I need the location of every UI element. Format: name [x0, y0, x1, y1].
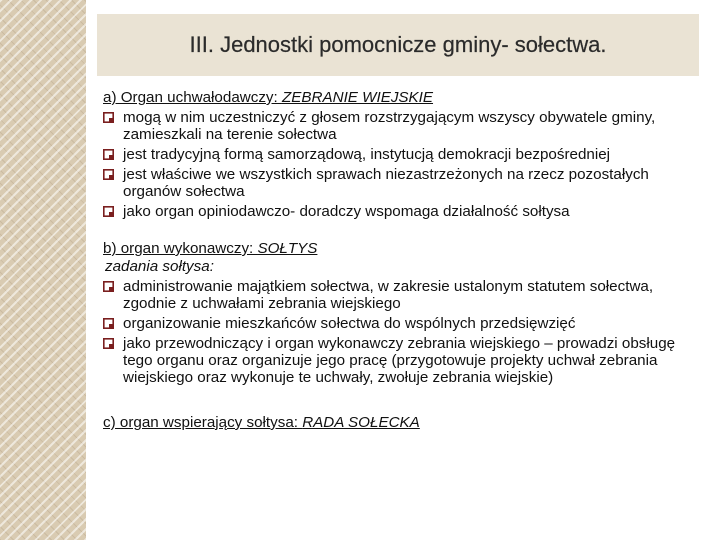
section-b-subheading: zadania sołtysa: — [105, 258, 214, 275]
list-item-text: jako organ opiniodawczo- doradczy wspomaga działalność sołtysa — [123, 203, 570, 220]
decorative-side-strip — [0, 0, 86, 540]
section-a-label: a) Organ uchwałodawczy: — [103, 89, 282, 106]
list-item-text: jako przewodniczący i organ wykonawczy zebrania wiejskiego – prowadzi obsługę tego organu oraz organizuje jego pracę (przygotowuje projekty uchwał zebrania wiejskiego oraz wykonuje te uchwały, zwołuje zebrania wiejskie) — [123, 335, 676, 386]
list-item — [103, 315, 703, 332]
list-item-text: organizowanie mieszkańców sołectwa do wspólnych przedsięwzięć — [123, 315, 576, 332]
checkbox-square-icon — [103, 112, 114, 123]
checkbox-square-icon — [103, 169, 114, 180]
checkbox-square-icon — [103, 206, 114, 217]
section-c-label: c) organ wspierający sołtysa: — [103, 414, 303, 431]
section-b-heading — [103, 240, 703, 257]
section-b-value: SOŁTYS — [257, 240, 318, 257]
list-item — [103, 109, 703, 143]
list-item — [103, 146, 703, 163]
section-b-list — [103, 278, 703, 386]
list-item-text: mogą w nim uczestniczyć z głosem rozstrzygającym wszyscy obywatele gminy, zamieszkali na terenie sołectwa — [123, 109, 656, 143]
title-banner — [97, 14, 699, 76]
list-item — [103, 166, 703, 200]
section-a-list — [103, 109, 703, 220]
divider-line — [88, 0, 90, 540]
list-item — [103, 203, 703, 220]
checkbox-square-icon — [103, 318, 114, 329]
list-item-text: administrowanie majątkiem sołectwa, w zakresie ustalonym statutem sołectwa, zgodnie z uchwałami zebrania wiejskiego — [123, 278, 654, 312]
checkbox-square-icon — [103, 149, 114, 160]
list-item-text: jest właściwe we wszystkich sprawach niezastrzeżonych na rzecz pozostałych organów sołectwa — [123, 166, 649, 200]
section-c-value: RADA SOŁECKA — [302, 414, 420, 431]
checkbox-square-icon — [103, 281, 114, 292]
slide-title: III. Jednostki pomocnicze gminy- sołectwa. — [189, 32, 607, 57]
section-a-value: ZEBRANIE WIEJSKIE — [281, 89, 434, 106]
section-c-heading — [103, 414, 703, 431]
checkbox-square-icon — [103, 338, 114, 349]
list-item — [103, 278, 703, 312]
slide-content — [103, 89, 703, 431]
list-item-text: jest tradycyjną formą samorządową, instytucją demokracji bezpośredniej — [123, 146, 611, 163]
section-b-label: b) organ wykonawczy: — [103, 240, 258, 257]
section-a-heading — [103, 89, 703, 106]
list-item — [103, 335, 703, 386]
